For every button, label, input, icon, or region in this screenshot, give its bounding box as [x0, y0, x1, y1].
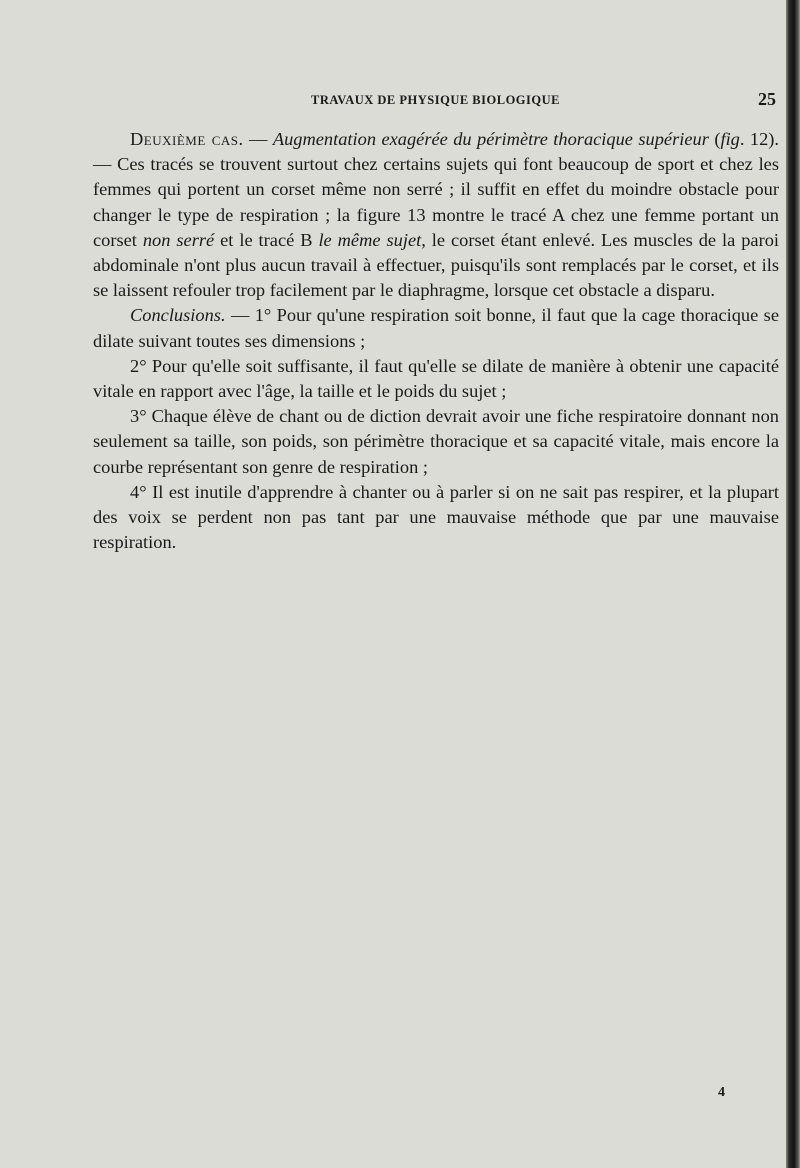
paragraph-deuxieme-cas: [93, 127, 779, 303]
non-serre: non serré: [142, 229, 215, 250]
paragraph-conclusions: [93, 303, 779, 353]
le-meme-sujet: le même sujet,: [318, 229, 426, 250]
signature-mark: 4: [718, 1085, 725, 1100]
fig-ref: fig: [720, 129, 740, 149]
paragraph-conclusion-3: 3° Chaque élève de chant ou de diction devrait avoir une fiche respiratoire donnant non seulement sa taille, son poids, son périmètre thoracique et sa capacité vitale, mais encore la courbe représentant son genre de respiration ;: [93, 406, 779, 477]
page-number: 25: [758, 89, 776, 109]
conclusions-label: Conclusions.: [130, 305, 226, 326]
paren-open: (: [708, 129, 721, 149]
page-edge-shadow: [786, 0, 800, 1168]
body-text: [93, 127, 779, 555]
case-text-mid: et le tracé B: [214, 229, 319, 250]
case-text: . 12). — Ces tracés se trouvent surtout chez certains sujets qui font beaucoup de sport et chez les femmes qui portent un corset même non serré ; il suffit en effet du moindre obstacle pour changer le type de respiration ; la figure 13 montre le tracé A chez une femme portant un corset: [93, 129, 780, 250]
conclusion-1: — 1° Pour qu'une respiration soit bonne, il faut que la cage thoracique se dilate suivant toutes ses dimensions ;: [93, 305, 779, 351]
case-title: Augmentation exagérée du périmètre thoracique supérieur: [272, 129, 709, 149]
running-head: TRAVAUX DE PHYSIQUE BIOLOGIQUE: [311, 93, 560, 107]
paragraph-conclusion-2: 2° Pour qu'elle soit suffisante, il faut qu'elle se dilate de manière à obtenir une capacité vitale en rapport avec l'âge, la taille et le poids du sujet ;: [93, 355, 779, 402]
case-text-end: le corset étant enlevé. Les muscles de la paroi abdominale n'ont plus aucun travail à effectuer, puisqu'ils sont remplacés par le corset, et ils se laissent refouler trop facilement par le diaphragme, lorsque cet obstacle a disparu.: [93, 229, 780, 301]
paragraph-conclusion-4: 4° Il est inutile d'apprendre à chanter ou à parler si on ne sait pas respirer, et la plupart des voix se perdent non pas tant par une mauvaise méthode que par une mauvaise respiration.: [93, 481, 779, 553]
dash: —: [243, 129, 273, 149]
case-label: Deuxième cas.: [130, 129, 244, 149]
